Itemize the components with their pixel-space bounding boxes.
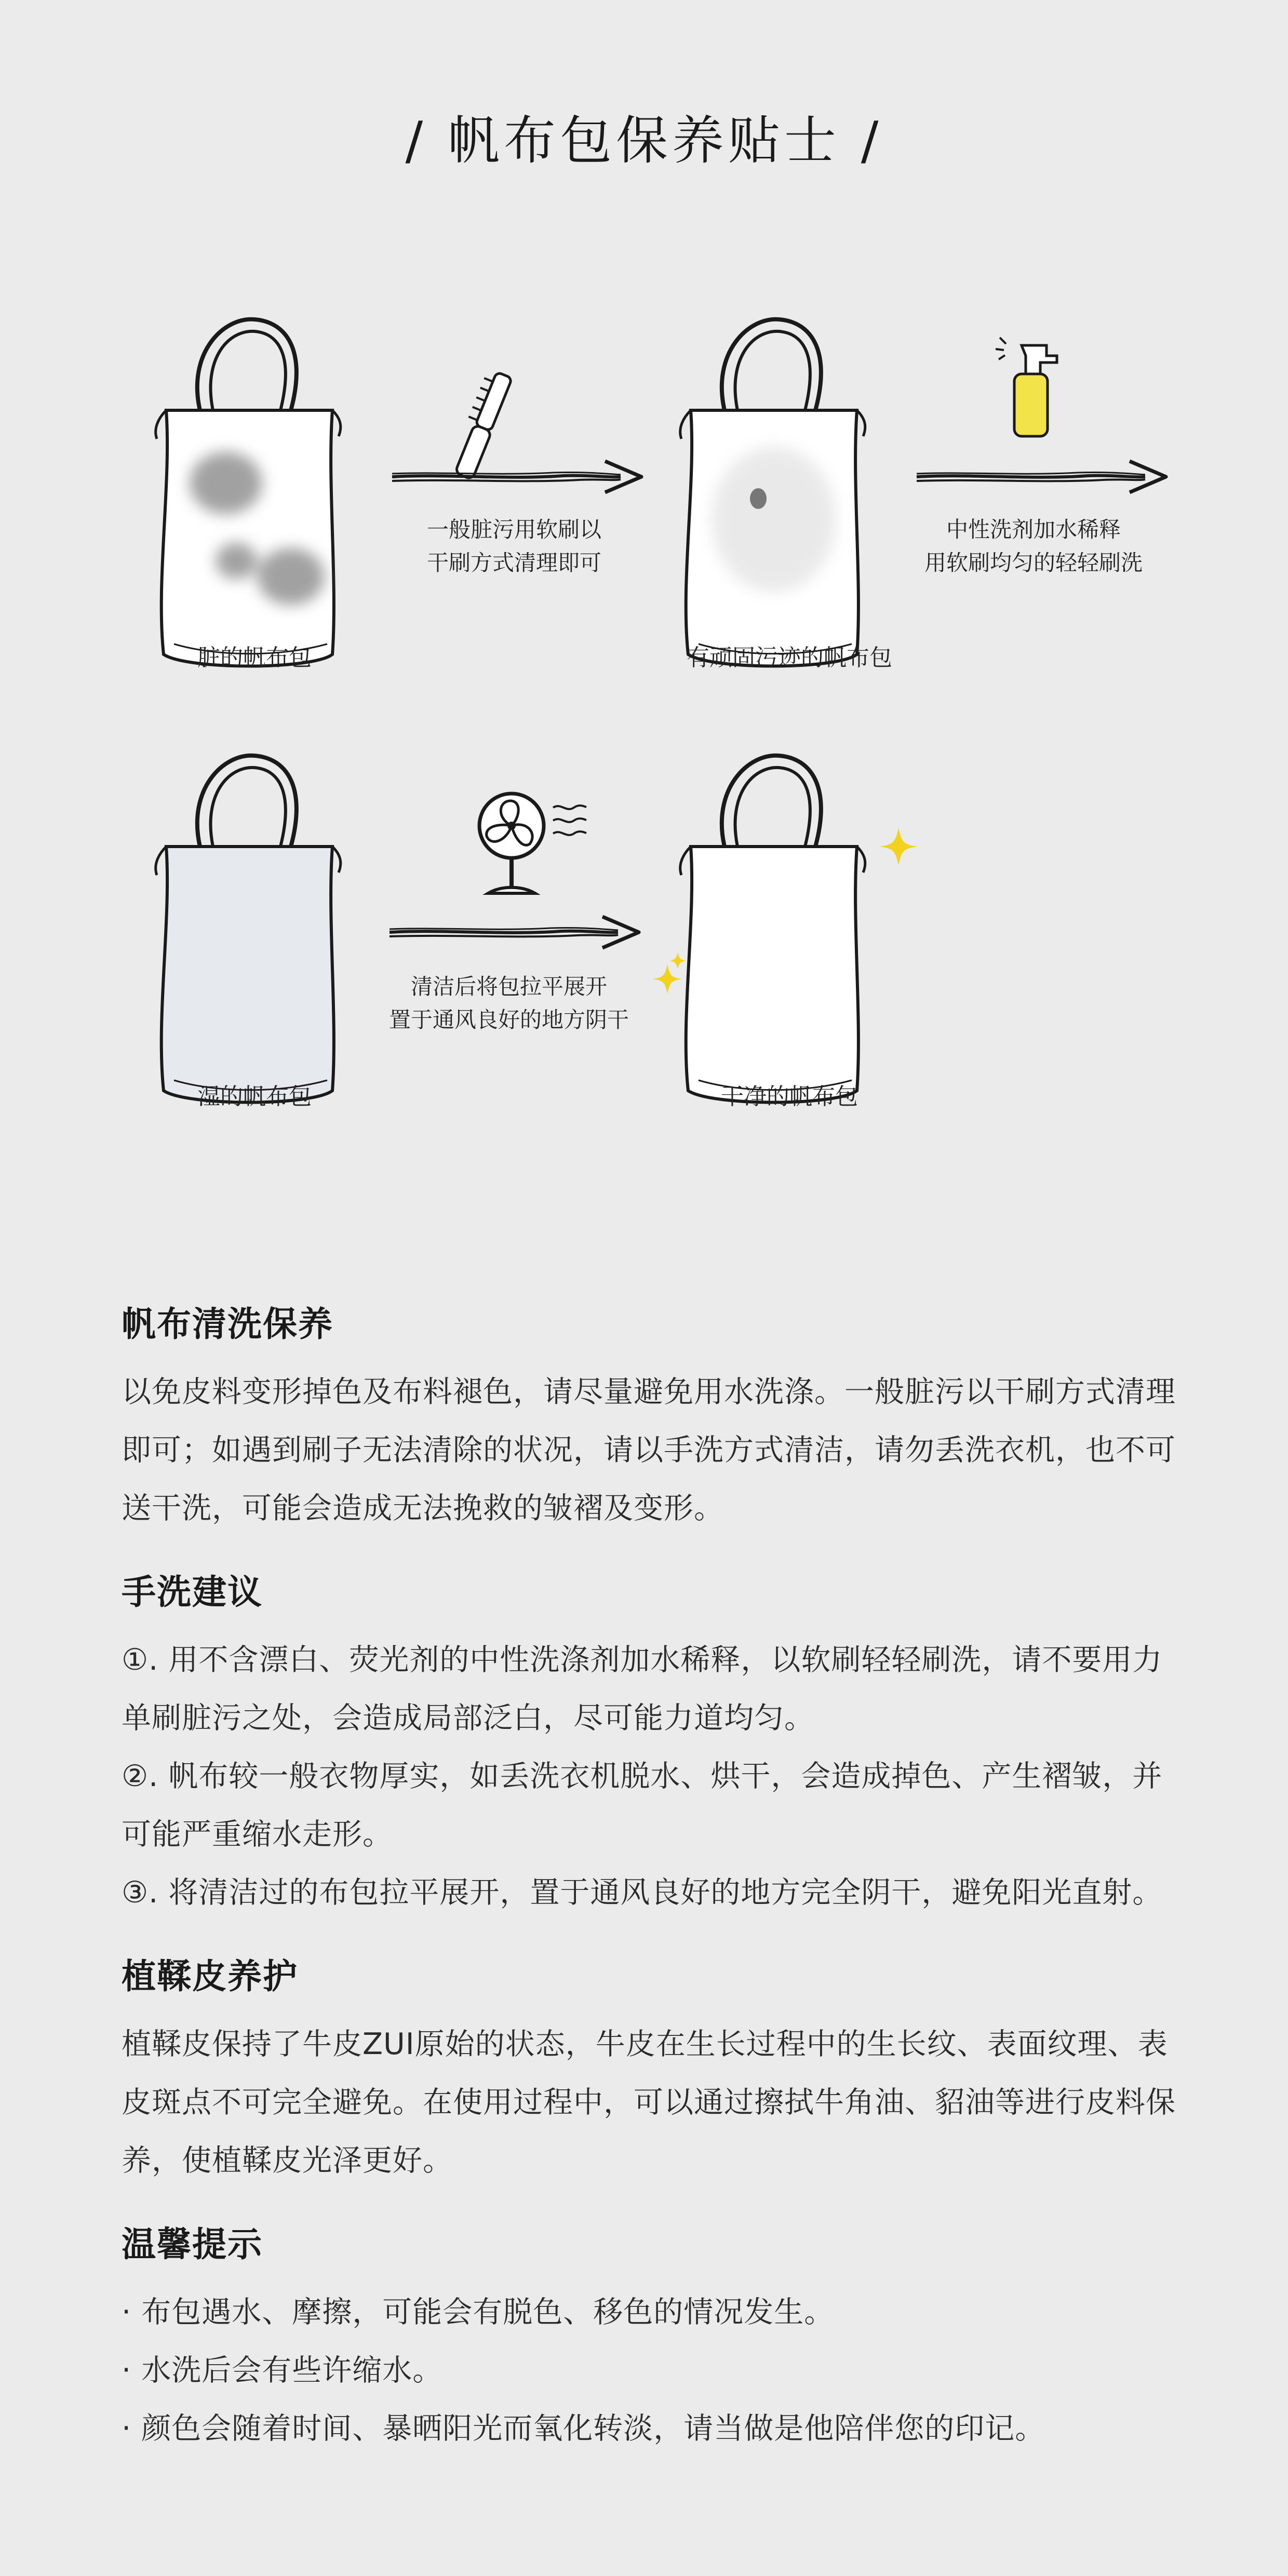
clean-bag-illustration [680, 756, 865, 1103]
section-title: 温馨提示 [122, 2224, 263, 2264]
list-item: ①. 用不含漂白、荧光剂的中性洗涤剂加水稀释，以软刷轻轻刷洗，请不要用力单刷脏污之处，会造成局部泛白，尽可能力道均匀。 [122, 1643, 1163, 1735]
sparkle-icon [653, 964, 682, 994]
spray-bottle-icon [996, 338, 1057, 436]
page-title: / 帆布包保养贴士 / [405, 110, 883, 171]
arrow-icon [917, 461, 1166, 492]
section-text: 植鞣皮保持了牛皮ZUI原始的状态，牛皮在生长过程中的生长纹、表面纹理、表皮斑点不可完全避免。在使用过程中，可以通过擦拭牛角油、貂油等进行皮料保养，使植鞣皮光泽更好。 [122, 2027, 1176, 2178]
section-tips [122, 2219, 1176, 2458]
list-item: · 水洗后会有些许缩水。 [122, 2353, 443, 2387]
list-item: ②. 帆布较一般衣物厚实，如丢洗衣机脱水、烘干，会造成掉色、产生褶皱，并可能严重缩水走形。 [122, 1759, 1163, 1852]
section-text: 以免皮料变形掉色及布料褪色，请尽量避免用水洗涤。一般脏污以干刷方式清理即可；如遇到刷子无法清除的状况，请以手洗方式清洁，请勿丢洗衣机，也不可送干洗，可能会造成无法挽救的皱褶及变形。 [122, 1375, 1176, 1525]
section-handwash [122, 1566, 1176, 1922]
wet-bag-illustration [156, 756, 341, 1103]
dirty-bag-caption: 脏的帆布包 [197, 645, 312, 671]
arrow-icon [390, 917, 639, 948]
list-item: ③. 将清洁过的布包拉平展开，置于通风良好的地方完全阴干，避免阳光直射。 [122, 1875, 1163, 1910]
section-canvas-cleaning [122, 1298, 1176, 1537]
clean-bag-caption: 干净的帆布包 [721, 1083, 858, 1110]
section-title: 植鞣皮养护 [122, 1956, 298, 1996]
dirty-bag-illustration [156, 319, 341, 666]
step2-line2: 用软刷均匀的轻轻刷洗 [924, 550, 1143, 575]
sparkle-icon [669, 952, 686, 969]
section-title: 手洗建议 [122, 1572, 263, 1612]
step3-line1: 清洁后将包拉平展开 [410, 974, 607, 999]
fan-icon [479, 794, 586, 893]
section-leather-care [122, 1951, 1176, 2190]
brush-icon [447, 368, 513, 479]
step2-line1: 中性洗剂加水稀释 [946, 517, 1121, 542]
section-title: 帆布清洗保养 [122, 1304, 333, 1344]
list-item: · 颜色会随着时间、暴晒阳光而氧化转淡，请当做是他陪伴您的印记。 [122, 2411, 1045, 2446]
sparkle-icon [880, 828, 917, 865]
arrow-icon [392, 461, 641, 492]
stained-bag-illustration [680, 319, 865, 666]
step1-line1: 一般脏污用软刷以 [426, 517, 601, 542]
wet-bag-caption: 湿的帆布包 [197, 1083, 312, 1110]
stained-bag-caption: 有顽固污迹的帆布包 [687, 645, 892, 671]
step1-line2: 干刷方式清理即可 [426, 550, 601, 575]
list-item: · 布包遇水、摩擦，可能会有脱色、移色的情况发生。 [122, 2295, 835, 2329]
care-content [122, 1298, 1176, 2487]
step3-line2: 置于通风良好的地方阴干 [388, 1007, 629, 1032]
